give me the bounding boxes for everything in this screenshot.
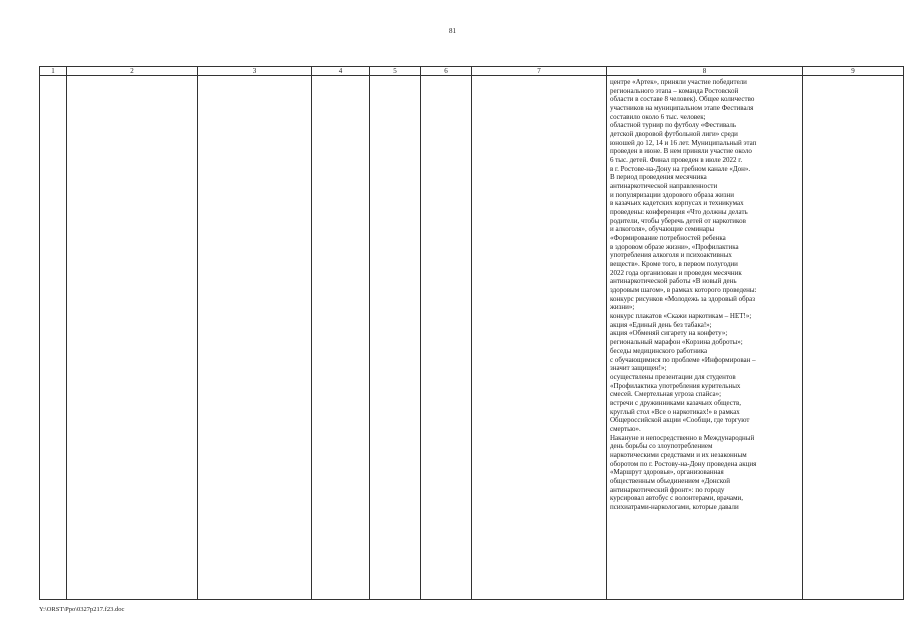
table-cell-col5 (370, 76, 421, 600)
column-header-6: 6 (421, 67, 472, 76)
table-cell-col3 (198, 76, 312, 600)
text-line: курсировал автобус с волонтерами, врачами, (610, 494, 744, 503)
column-header-7: 7 (472, 67, 607, 76)
table-cell-col8-text (607, 76, 803, 600)
text-line: составило около 6 тыс. человек; (610, 112, 706, 121)
text-line: употребления алкоголя и психоактивных (610, 251, 732, 260)
text-line: детской дворовой футбольной лиги» среди (610, 130, 738, 139)
text-line: 2022 года организован и проведен месячник (610, 268, 742, 277)
text-line: акция «Единый день без табака!»; (610, 320, 712, 329)
text-line: проведены: конференция «Что должны делать (610, 208, 748, 217)
column8-text-block (610, 78, 799, 512)
text-line: антинаркотической направленности (610, 182, 718, 191)
text-line: оборотом по г. Ростову-на-Дону проведена акция (610, 459, 757, 468)
text-line: области в составе 8 человек). Общее количество (610, 95, 755, 104)
column-header-3: 3 (198, 67, 312, 76)
footer-file-path: Y:\ORST\Ppo\0327p217.f23.doc (39, 606, 125, 613)
text-line: «Профилактика употребления курительных (610, 381, 741, 390)
text-line: веществ». Кроме того, в первом полугодии (610, 260, 738, 269)
table-cell-col6 (421, 76, 472, 600)
text-line: значит защищен!»; (610, 364, 667, 373)
text-line: областной турнир по футболу «Фестиваль (610, 121, 737, 130)
table-cell-col1 (40, 76, 67, 600)
text-line: антинаркотический фронт»: по городу (610, 485, 725, 494)
text-line: проведен в июне. В нем приняли участие около (610, 147, 752, 156)
column-number-row (40, 67, 904, 76)
text-line: день борьбы со злоупотреблением (610, 442, 713, 451)
text-line: в г. Ростове-на-Дону на гребном канале «Дон». (610, 164, 751, 173)
column-header-4: 4 (312, 67, 370, 76)
text-line: конкурс плакатов «Скажи наркотикам – НЕТ!»; (610, 312, 752, 321)
text-line: встречи с дружинниками казачьих обществ, (610, 398, 742, 407)
text-line: юношей до 12, 14 и 16 лет. Муниципальный этап (610, 138, 757, 147)
text-line: региональный марафон «Корзина доброты»; (610, 338, 743, 347)
text-line: акция «Обменяй сигарету на конфету»; (610, 329, 728, 338)
text-line: психиатрами-наркологами, которые давали (610, 502, 739, 511)
data-table (39, 66, 904, 600)
text-line: общественным объединением «Донской (610, 476, 731, 485)
table-cell-col2 (67, 76, 198, 600)
text-line: смесей. Смертельная угроза спайса»; (610, 390, 722, 399)
text-line: в здоровом образе жизни», «Профилактика (610, 242, 739, 251)
column-header-8: 8 (607, 67, 803, 76)
table-row (40, 76, 904, 600)
text-line: В период проведения месячника (610, 173, 707, 182)
page-number: 81 (449, 27, 456, 35)
text-line: наркотическими средствами и их незаконным (610, 450, 747, 459)
text-line: антинаркотической работы «В новый день (610, 277, 737, 286)
text-line: «Формирование потребностей ребенка (610, 234, 726, 243)
text-line: Общероссийской акции «Сообщи, где торгуют (610, 416, 750, 425)
text-line: конкурс рисунков «Молодежь за здоровый образ (610, 294, 756, 303)
text-line: и популяризации здорового образа жизни (610, 190, 735, 199)
text-line: круглый стол «Все о наркотиках!» в рамках (610, 407, 740, 416)
text-line: жизни»; (610, 303, 635, 312)
text-line: 6 тыс. детей. Финал проведен в июле 2022 г. (610, 156, 743, 165)
column-header-9: 9 (803, 67, 904, 76)
text-line: и алкоголя», обучающие семинары (610, 225, 715, 234)
table-cell-col9 (803, 76, 904, 600)
text-line: участников на муниципальном этапе Фестиваля (610, 104, 754, 113)
text-line: Накануне и непосредственно в Международный (610, 433, 755, 442)
text-line: в казачьих кадетских корпусах и техникумах (610, 199, 744, 208)
table-cell-col4 (312, 76, 370, 600)
text-line: центре «Артек», приняли участие победители (610, 78, 747, 86)
column-header-5: 5 (370, 67, 421, 76)
table-cell-col7 (472, 76, 607, 600)
text-line: смертью». (610, 424, 641, 433)
text-line: родители, чтобы уберечь детей от наркотиков (610, 216, 746, 225)
text-line: регионального этапа – команда Ростовской (610, 86, 739, 95)
text-line: «Маршрут здоровья», организованная (610, 468, 724, 477)
text-line: беседы медицинского работника (610, 346, 708, 355)
column-header-1: 1 (40, 67, 67, 76)
text-line: здоровым шагом», в рамках которого проведены: (610, 286, 757, 295)
column-header-2: 2 (67, 67, 198, 76)
text-line: с обучающимися по проблеме «Информирован – (610, 355, 756, 364)
text-line: осуществлены презентации для студентов (610, 372, 736, 381)
